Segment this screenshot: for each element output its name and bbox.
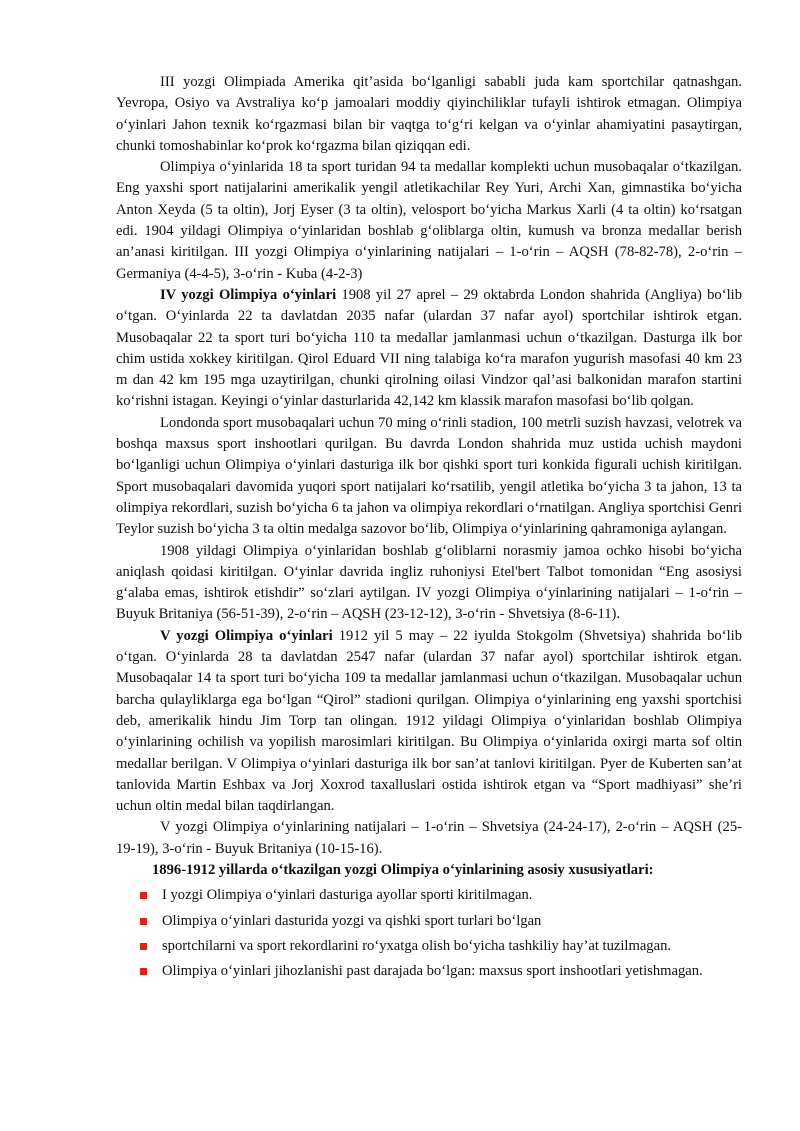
paragraph-text: 1908 yildagi Olimpiya o‘yinlaridan boshlab g‘oliblarni norasmiy jamoa ochko hisobi bo‘yicha aniqlash qoidasi kiritilgan. O‘yinlar davrida ingliz ruhoniysi Etel'bert Talbot tomonidan “Eng asosiysi g‘alaba emas, ishtirok etishdir” so‘zlari aytilgan. IV yozgi Olimpiya o‘yinlarining natijalari – 1-o‘rin – Buyuk Britaniya (56-51-39), 2-o‘rin – AQSH (23-12-12), 3-o‘rin - Shvetsiya (8-6-11). xyxy=(116,542,742,623)
paragraph-v-olympiad xyxy=(116,626,742,818)
paragraph-iii-olympiad-participation xyxy=(116,72,742,157)
square-bullet-icon xyxy=(140,943,147,950)
list-item xyxy=(116,911,742,932)
summary-list xyxy=(116,885,742,982)
paragraph-iii-olympiad-results xyxy=(116,157,742,285)
paragraph-text: 1912 yil 5 may – 22 iyulda Stokgolm (Shvetsiya) shahrida bo‘lib o‘tgan. O‘yinlarda 28 ta davlatdan 2547 nafar (ulardan 37 nafar ayol) sportchilar ishtirok etgan. Musobaqalar 14 ta sport turi bo‘yicha 109 ta medallar jamlanmasi uchun o‘tkazilgan. Musobaqalar uchun barcha qulayliklarga ega bo‘lgan “Qirol” stadioni qurilgan. Olimpiya o‘yinlarining eng yaxshi sportchisi deb, amerikalik hindu Jim Torp tan olingan. 1912 yildagi Olimpiya o‘yinlaridan boshlab Olimpiya o‘yinlarining ochilish va yopilish marosimlari kiritilgan. Bu Olimpiya o‘yinlarida oxirgi marta sof oltin medallar berilgan. V Olimpiya o‘yinlari dasturiga ilk bor san’at tanlovi kiritilgan. Pyer de Kuberten san’at tanlovida Martin Eshbax va Jorj Xoxrod taxalluslari ostida ishtirok etgan va “Sport madhiyasi” she’ri uchun oltin medal bilan taqdirlangan. xyxy=(116,627,742,815)
list-item-text: I yozgi Olimpiya o‘yinlari dasturiga ayollar sporti kiritilmagan. xyxy=(162,887,533,904)
paragraph-text: Olimpiya o‘yinlarida 18 ta sport turidan 94 ta medallar komplekti uchun musobaqalar o‘tkazilgan. Eng yaxshi sport natijalarini amerikalik yengil atletikachilar Rey Yuri, Archi Xan, gimnastika bo‘yicha Anton Xeyda (5 ta oltin), Jorj Eyser (3 ta oltin), velosport bo‘yicha Markus Xarli (4 ta oltin) ko‘rsatgan edi. 1904 yildagi Olimpiya o‘yinlaridan boshlab g‘oliblarga oltin, kumush va bronza medallar berish an’anasi kiritilgan. III yozgi Olimpiya o‘yinlarining natijalari – 1-o‘rin – AQSH (78-82-78), 2-o‘rin – Germaniya (4-4-5), 3-o‘rin - Kuba (4-2-3) xyxy=(116,159,742,282)
list-item xyxy=(116,936,742,957)
paragraph-lead: V yozgi Olimpiya o‘yinlari xyxy=(160,627,333,644)
list-item-text: sportchilarni va sport rekordlarini ro‘yxatga olish bo‘yicha tashkiliy hay’at tuzilmagan. xyxy=(162,937,672,954)
list-item-text: Olimpiya o‘yinlari dasturida yozgi va qishki sport turlari bo‘lgan xyxy=(162,912,542,929)
list-item xyxy=(116,885,742,906)
paragraph-text: 1908 yil 27 aprel – 29 oktabrda London shahrida (Angliya) bo‘lib o‘tgan. O‘yinlarda 22 ta davlatdan 2035 nafar (ulardan 37 nafar ayol) sportchilar ishtirok etgan. Musobaqalar 22 ta sport turi bo‘yicha 110 ta medallar jamlanmasi uchun o‘tkazilgan. Dasturga ilk bor chim ustida xokkey kiritilgan. Qirol Eduard VII ning talabiga ko‘ra marafon yugurish masofasi 40 km 23 m dan 42 km 195 mga uzaytirilgan, chunki qirolning oilasi Vindzor qal’asi balkonidan marafon startini ko‘rishni istagan. Keyingi o‘yinlar dasturlarida 42,142 km klassik marafon masofasi bo‘lib qolgan. xyxy=(116,286,742,410)
paragraph-iv-olympiad-results xyxy=(116,541,742,626)
paragraph-lead: IV yozgi Olimpiya o‘yinlari xyxy=(160,286,337,303)
paragraph-text: V yozgi Olimpiya o‘yinlarining natijalari – 1-o‘rin – Shvetsiya (24-24-17), 2-o‘rin – AQSH (25-19-19), 3-o‘rin - Buyuk Britaniya (10-15-16). xyxy=(116,819,742,857)
document-page xyxy=(116,72,742,986)
list-item-text: Olimpiya o‘yinlari jihozlanishi past darajada bo‘lgan: maxsus sport inshootlari yetishmagan. xyxy=(162,963,703,980)
paragraph-iv-olympiad xyxy=(116,285,742,413)
paragraph-v-olympiad-results xyxy=(116,817,742,860)
paragraph-text: Londonda sport musobaqalari uchun 70 ming o‘rinli stadion, 100 metrli suzish havzasi, velotrek va boshqa maxsus sport inshootlari qurilgan. Bu davrda London shahrida muz ustida uchish maydoni bo‘lganligi uchun Olimpiya o‘yinlari dasturiga ilk bor qishki sport turi konkida figurali uchish kiritilgan. Sport musobaqalari davomida yuqori sport natijalari ko‘rsatilib, yengil atletika bo‘yicha 3 ta jahon, 13 ta olimpiya rekordlari, suzish bo‘yicha 6 ta jahon va olimpiya rekordlari o‘rnatilgan. Angliya sportchisi Genri Teylor suzish bo‘yicha 3 ta oltin medalga sazovor bo‘lib, Olimpiya o‘yinlarining qahramoniga aylangan. xyxy=(116,414,742,538)
square-bullet-icon xyxy=(140,892,147,899)
summary-heading: 1896-1912 yillarda o‘tkazilgan yozgi Olimpiya o‘yinlarining asosiy xususiyatlari: xyxy=(152,861,654,878)
paragraph-london-facilities xyxy=(116,413,742,541)
square-bullet-icon xyxy=(140,918,147,925)
list-item xyxy=(116,961,742,982)
square-bullet-icon xyxy=(140,968,147,975)
paragraph-text: III yozgi Olimpiada Amerika qit’asida bo‘lganligi sababli juda kam sportchilar qatnashgan. Yevropa, Osiyo va Avstraliya ko‘p jamoalari moddiy qiyinchiliklar tufayli ishtirok etmagan. Olimpiya o‘yinlari Jahon texnik ko‘rgazmasi bilan bir vaqtga to‘g‘ri kelgan va o‘yinlar ahamiyatini pasaytirgan, chunki tomoshabinlar ko‘prok ko‘rgazma bilan qiziqqan edi. xyxy=(116,74,742,154)
